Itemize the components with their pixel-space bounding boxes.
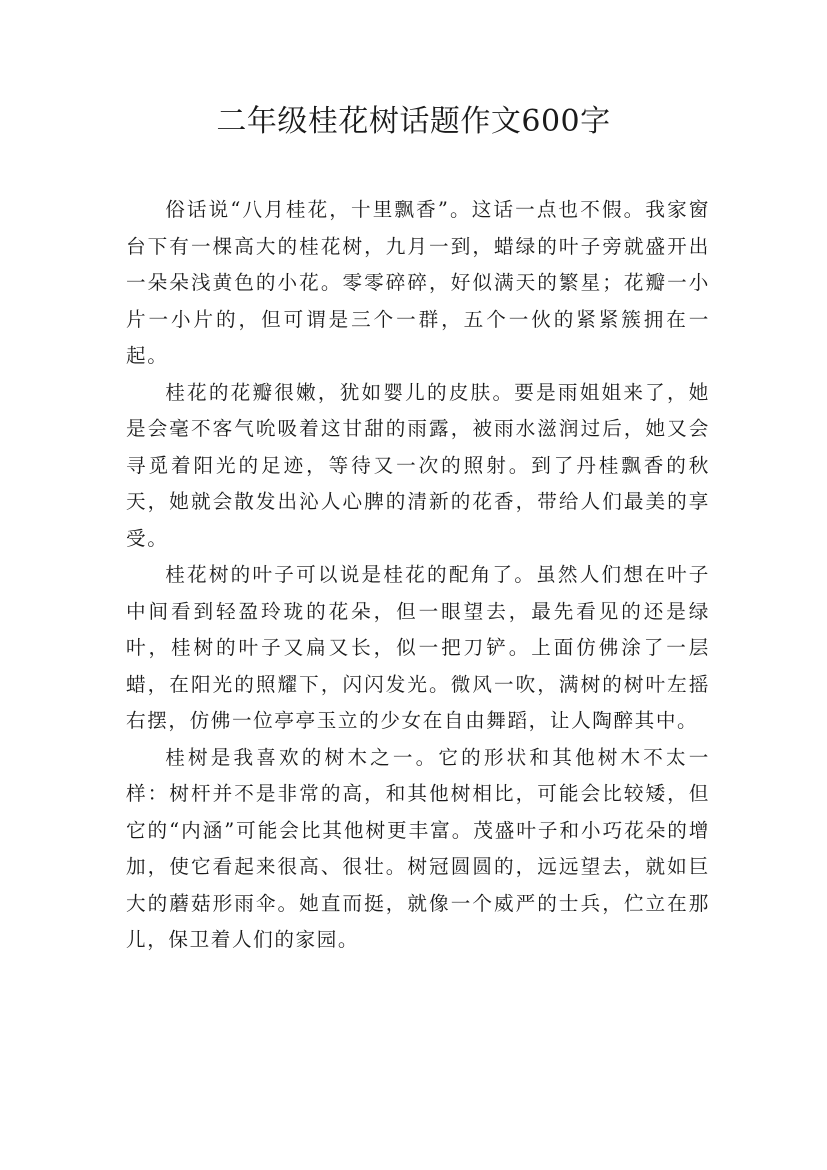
paragraph-1: 俗话说“八月桂花，十里飘香”。这话一点也不假。我家窗台下有一棵高大的桂花树，九月一到，蜡绿的叶子旁就盛开出一朵朵浅黄色的小花。零零碎碎，好似满天的繁星；花瓣一小片一小片的，但可谓是三个一群，五个一伙的紧紧簇拥在一起。	[126, 198, 710, 367]
document-title: 二年级桂花树话题作文600字	[216, 104, 611, 139]
paragraph-4: 桂树是我喜欢的树木之一。它的形状和其他树木不太一样：树杆并不是非常的高，和其他树相比，可能会比较矮，但它的“内涵”可能会比其他树更丰富。茂盛叶子和小巧花朵的增加，使它看起来很高、很壮。树冠圆圆的，远远望去，就如巨大的蘑菇形雨伞。她直而挺，就像一个威严的士兵，伫立在那儿，保卫着人们的家园。	[126, 745, 710, 951]
paragraph-2: 桂花的花瓣很嫩，犹如婴儿的皮肤。要是雨姐姐来了，她是会毫不客气吮吸着这甘甜的雨露，被雨水滋润过后，她又会寻觅着阳光的足迹，等待又一次的照射。到了丹桂飘香的秋天，她就会散发出沁人心脾的清新的花香，带给人们最美的享受。	[126, 380, 710, 550]
paragraph-3: 桂花树的叶子可以说是桂花的配角了。虽然人们想在叶子中间看到轻盈玲珑的花朵，但一眼望去，最先看见的还是绿叶，桂树的叶子又扁又长，似一把刀铲。上面仿佛涂了一层蜡，在阳光的照耀下，闪闪发光。微风一吹，满树的树叶左摇右摆，仿佛一位亭亭玉立的少女在自由舞蹈，让人陶醉其中。	[126, 563, 710, 732]
article-body	[126, 192, 710, 959]
